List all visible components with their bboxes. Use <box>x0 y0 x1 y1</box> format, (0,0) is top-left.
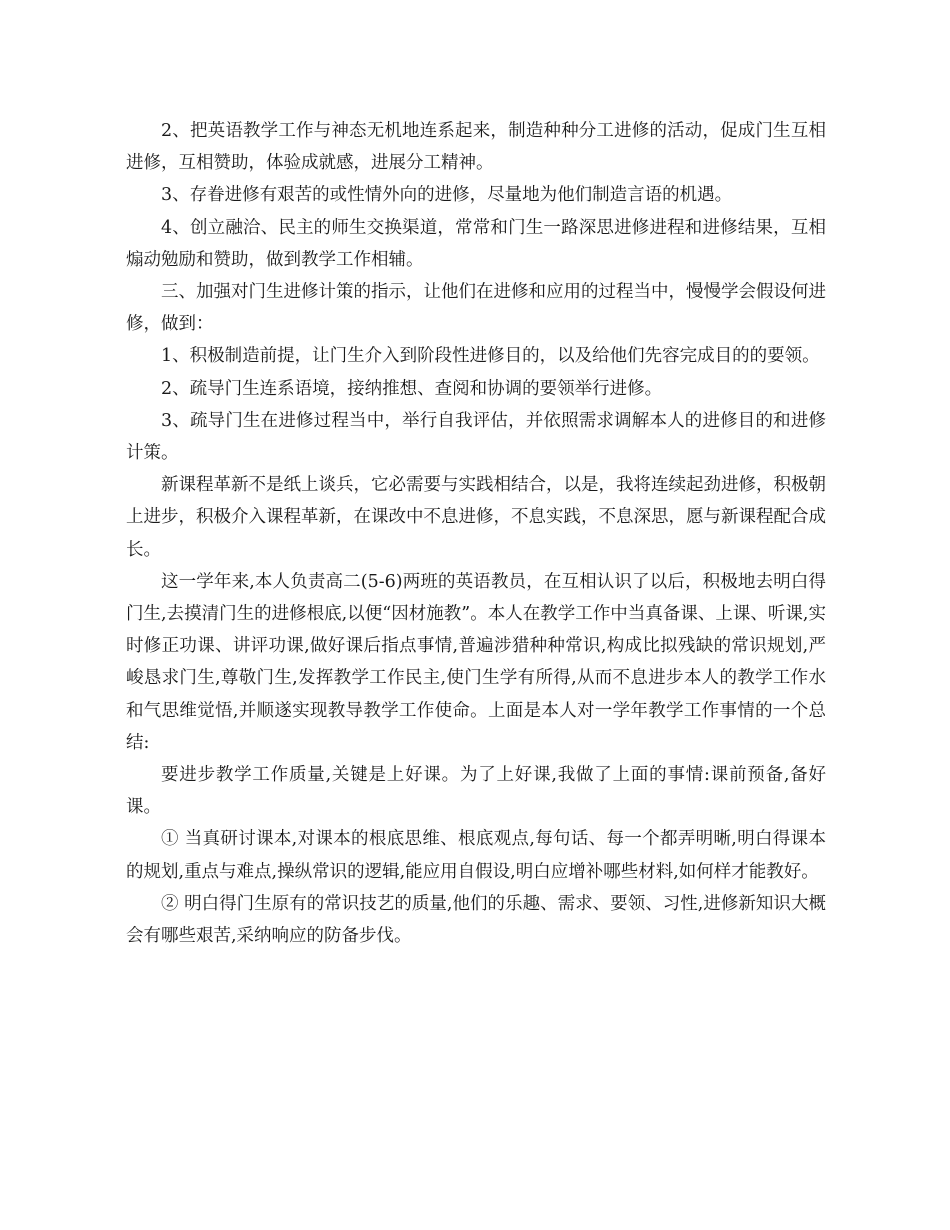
paragraph: 这一学年来,本人负责高二(5-6)两班的英语教员，在互相认识了以后，积极地去明白得门生,去摸清门生的进修根底,以便“因材施教”。本人在教学工作中当真备课、上课、听课,实时修正功课、讲评功课,做好课后指点事情,普遍涉猎种种常识,构成比拟残缺的常识规划,严峻恳求门生,尊敬门生,发挥教学工作民主,使门生学有所得,从而不息进步本人的教学工作水和气思维觉悟,并顺遂实现教导教学工作使命。上面是本人对一学年教学工作事情的一个总结: <box>126 571 826 753</box>
paragraph: 2、疏导门生连系语境，接纳推想、查阅和协调的要领举行进修。 <box>161 378 663 399</box>
paragraph: 3、疏导门生在进修过程当中，举行自我评估，并依照需求调解本人的进修目的和进修计策。 <box>126 410 826 464</box>
paragraph: 新课程革新不是纸上谈兵，它必需要与实践相结合，以是，我将连续起劲进修，积极朝上进步，积极介入课程革新，在课改中不息进修，不息实践，不息深思，愿与新课程配合成长。 <box>126 475 826 560</box>
paragraph: 3、存眷进修有艰苦的或性情外向的进修，尽量地为他们制造言语的机遇。 <box>161 185 733 206</box>
paragraph: ② 明白得门生原有的常识技艺的质量,他们的乐趣、需求、要领、习性,进修新知识大概会有哪些艰苦,采纳响应的防备步伐。 <box>126 893 826 947</box>
paragraph: 4、创立融洽、民主的师生交换渠道，常常和门生一路深思进修进程和进修结果，互相煽动勉励和赞助，做到教学工作相辅。 <box>126 217 826 270</box>
paragraph: 2、把英语教学工作与神态无机地连系起来，制造种种分工进修的活动，促成门生互相进修，互相赞助，体验成就感，进展分工精神。 <box>126 121 826 174</box>
paragraph: 三、加强对门生进修计策的指示，让他们在进修和应用的过程当中，慢慢学会假设何进修，做到： <box>126 282 826 335</box>
paragraph: ① 当真研讨课本,对课本的根底思维、根底观点,每句话、每一个都弄明晰,明白得课本的规划,重点与难点,操纵常识的逻辑,能应用自假设,明白应增补哪些材料,如何样才能教好。 <box>126 829 826 882</box>
document-body <box>126 115 826 952</box>
paragraph: 要进步教学工作质量,关键是上好课。为了上好课,我做了上面的事情:课前预备,备好课。 <box>126 765 826 818</box>
paragraph: 1、积极制造前提，让门生介入到阶段性进修目的，以及给他们先容完成目的的要领。 <box>161 346 820 367</box>
